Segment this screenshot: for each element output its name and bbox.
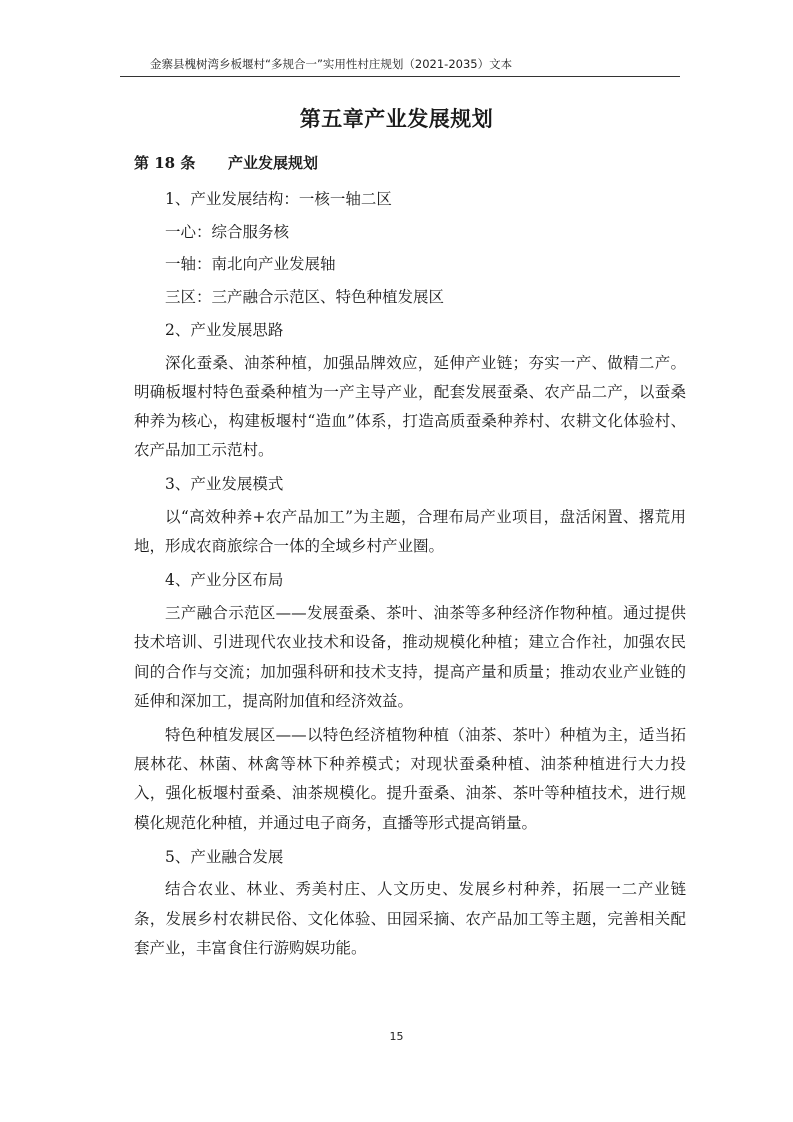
article-heading [134, 152, 318, 173]
paragraph-fusion-heading: 5、产业融合发展 [165, 847, 284, 866]
paragraph-structure-heading: 1、产业发展结构：一核一轴二区 [165, 190, 392, 208]
paragraph-zone-integration: 三产融合示范区——发展蚕桑、茶叶、油茶等多种经济作物种植。通过提供技术培训、引进现代农业技术和设备，推动规模化种植；建立合作社，加强农民间的合作与交流；加加强科研和技术支持，提高产量和质量；推动农业产业链的延伸和深加工，提高附加值和经济效益。 [134, 604, 686, 710]
body-text [134, 185, 686, 963]
article-title: 产业发展规划 [228, 154, 319, 172]
paragraph-ideas-heading: 2、产业发展思路 [165, 320, 284, 339]
page-number: 15 [389, 1030, 404, 1043]
paragraph-mode-heading: 3、产业发展模式 [165, 475, 284, 494]
running-header: 金寨县槐树湾乡板堰村“多规合一”实用性村庄规划（2021-2035）文本 [150, 57, 513, 71]
header-rule [120, 76, 680, 77]
paragraph-ideas-body: 深化蚕桑、油茶种植，加强品牌效应，延伸产业链；夯实一产、做精二产。明确板堰村特色蚕桑种植为一产主导产业，配套发展蚕桑、农产品二产，以蚕桑种养为核心，构建板堰村“造血”体系，打造高质蚕桑种养村、农耕文化体验村、农产品加工示范村。 [134, 353, 686, 460]
paragraph-two-zones: 三区：三产融合示范区、特色种植发展区 [165, 288, 445, 307]
paragraph-fusion-body: 结合农业、林业、秀美村庄、人文历史、发展乡村种养，拓展一二产业链条，发展乡村农耕民俗、文化体验、田园采摘、农产品加工等主题，完善相关配套产业，丰富食住行游购娱功能。 [134, 880, 686, 957]
paragraph-mode-body: 以“高效种养+农产品加工”为主题，合理布局产业项目，盘活闲置、撂荒用地，形成农商旅综合一体的全域乡村产业圈。 [134, 508, 686, 556]
paragraph-one-axis: 一轴：南北向产业发展轴 [165, 255, 336, 274]
article-label: 第 18 条 [134, 154, 196, 172]
paragraph-zone-planting: 特色种植发展区——以特色经济植物种植（油茶、茶叶）种植为主，适当拓展林花、林菌、林禽等林下种养模式；对现状蚕桑种植、油茶种植进行大力投入，强化板堰村蚕桑、油茶规模化。提升蚕桑、油茶、茶叶等种植技术，进行规模化规范化种植，并通过电子商务，直播等形式提高销量。 [134, 725, 686, 832]
chapter-title: 第五章产业发展规划 [299, 107, 494, 131]
paragraph-zoning-heading: 4、产业分区布局 [165, 571, 284, 590]
paragraph-one-core: 一心：综合服务核 [165, 222, 290, 241]
